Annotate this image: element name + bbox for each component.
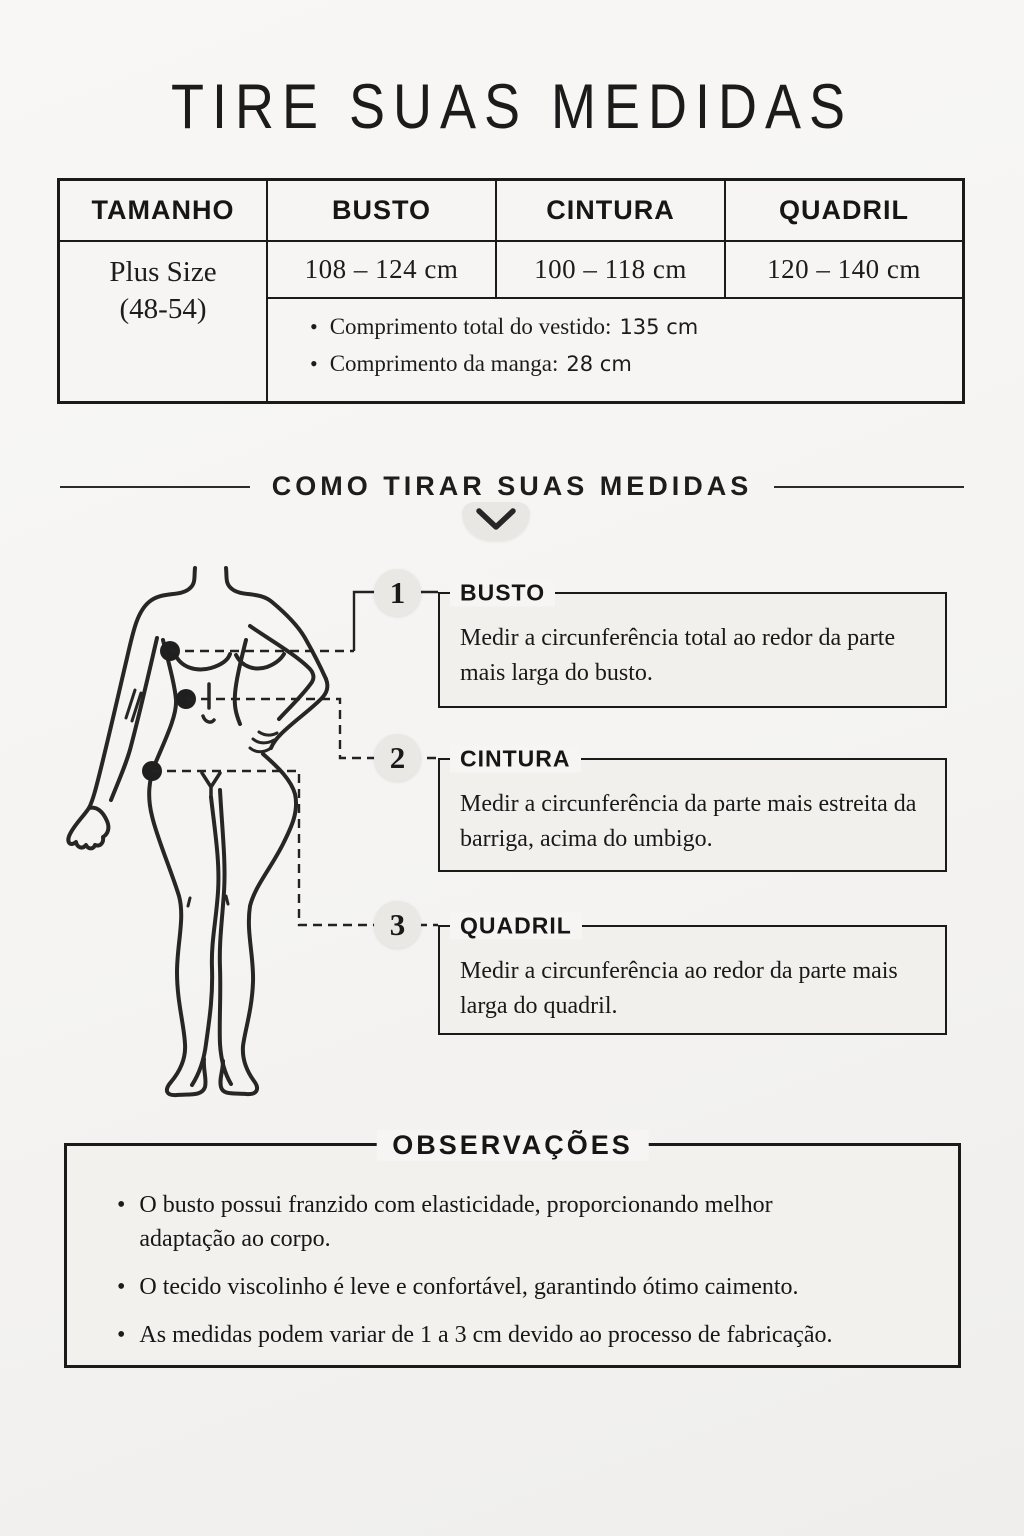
observations-list: [67, 1146, 958, 1352]
step-label: QUADRIL: [450, 912, 582, 939]
dress-length-label: Comprimento total do vestido:: [329, 314, 612, 339]
observations-box: [64, 1129, 961, 1368]
step-description: Medir a circunferência ao redor da parte mais larga do quadril.: [460, 958, 898, 1019]
step-box-cintura: [438, 745, 947, 872]
observation-item: [117, 1270, 922, 1304]
size-table: [57, 178, 965, 404]
step-number-badge-2: 2: [374, 734, 421, 781]
bullet-icon: •: [310, 351, 318, 376]
column-header-busto: BUSTO: [268, 181, 497, 242]
how-to-heading-text: COMO TIRAR SUAS MEDIDAS: [271, 471, 753, 501]
step-description: Medir a circunferência total ao redor da parte mais larga do busto.: [460, 625, 896, 686]
step-number-badge-3: 3: [374, 901, 421, 948]
hip-range-cell: 120 – 140 cm: [726, 242, 962, 299]
how-to-heading: [60, 471, 964, 502]
chevron-down-icon: [462, 502, 530, 541]
divider-line: [774, 486, 964, 488]
waist-range-cell: 100 – 118 cm: [497, 242, 726, 299]
step-label: BUSTO: [450, 579, 555, 606]
page-title-wrap: [0, 72, 1024, 142]
size-name-cell: [60, 242, 268, 401]
bullet-icon: •: [117, 1192, 126, 1218]
bust-range-cell: 108 – 124 cm: [268, 242, 497, 299]
column-header-tamanho: TAMANHO: [60, 181, 268, 242]
dress-length-value: 135 cm: [619, 315, 699, 339]
column-header-cintura: CINTURA: [497, 181, 726, 242]
bullet-icon: •: [310, 314, 318, 339]
bullet-icon: •: [117, 1322, 126, 1349]
step-label: CINTURA: [450, 745, 581, 772]
step-number-badge-1: 1: [374, 569, 421, 616]
observation-item: [117, 1188, 922, 1256]
page-title: TIRE SUAS MEDIDAS: [170, 72, 854, 142]
body-figure-illustration: [53, 540, 445, 1100]
observation-text: O busto possui franzido com elasticidade, proporcionando melhor adaptação ao corpo.: [139, 1192, 773, 1253]
size-name: Plus Size: [109, 256, 217, 288]
sleeve-length-note: [310, 351, 952, 377]
observation-text: O tecido viscolinho é leve e confortável, garantindo ótimo caimento.: [139, 1274, 799, 1301]
column-header-quadril: QUADRIL: [726, 181, 962, 242]
garment-notes-cell: [268, 299, 962, 401]
step-box-busto: [438, 579, 947, 708]
observation-item: [117, 1318, 922, 1352]
observations-heading: OBSERVAÇÕES: [376, 1130, 649, 1161]
step-description: Medir a circunferência da parte mais estreita da barriga, acima do umbigo.: [460, 791, 917, 852]
bullet-icon: •: [117, 1274, 126, 1301]
observation-text: As medidas podem variar de 1 a 3 cm devido ao processo de fabricação.: [139, 1322, 833, 1349]
step-box-quadril: [438, 912, 947, 1035]
sleeve-length-label: Comprimento da manga:: [329, 351, 559, 376]
dress-length-note: [310, 314, 952, 340]
size-range: (48-54): [119, 293, 207, 326]
sleeve-length-value: 28 cm: [566, 352, 632, 376]
divider-line: [60, 486, 250, 488]
